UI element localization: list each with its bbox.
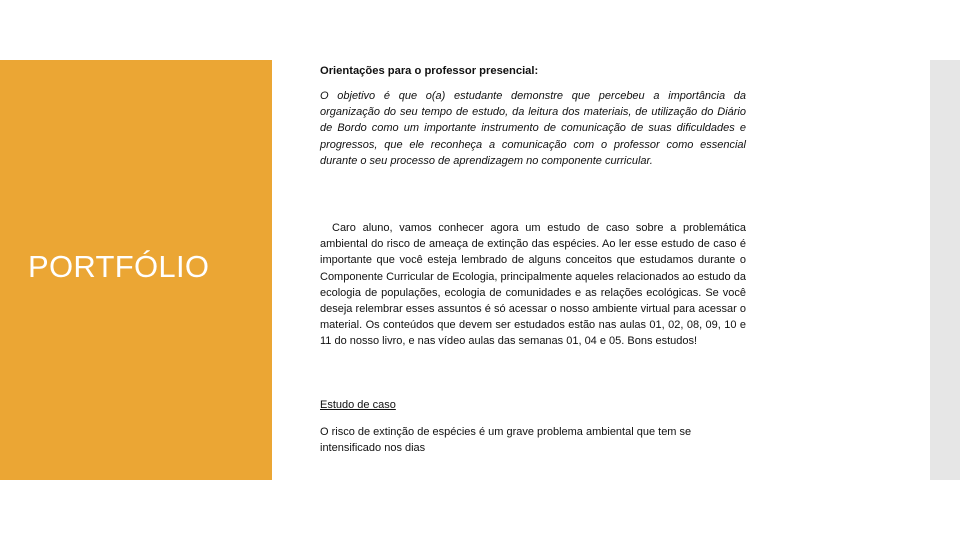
case-study-paragraph: O risco de extinção de espécies é um grave problema ambiental que tem se intensificado nos dias: [320, 426, 692, 455]
side-bar: [930, 60, 960, 480]
slide-title: PORTFÓLIO: [28, 249, 210, 284]
student-intro-paragraph: Caro aluno, vamos conhecer agora um estudo de caso sobre a problemática ambiental do risco de ameaça de extinção das espécies. Ao ler esse estudo de caso é importante que você esteja lembrado de alguns conceitos que estudamos durante o Componente Curricular de Ecologia, principalmente aqueles relacionados ao estudo da ecologia de populações, ecologia de comunidades e as relações ecológicas. Se você deseja relembrar esses assuntos é só acessar o nosso ambiente virtual para acessar o material. Os conteúdos que devem ser estudados estão nas aulas 01, 02, 08, 09, 10 e 11 do nosso livro, e nas vídeo aulas das semanas 01, 04 e 05. Bons estudos!: [320, 222, 746, 348]
guidance-heading: Orientações para o professor presencial:: [320, 65, 539, 77]
teacher-guidance-paragraph: O objetivo é que o(a) estudante demonstre que percebeu a importância da organização do seu tempo de estudo, da leitura dos materiais, de utilização do Diário de Bordo como um importante instrumento de comunicação de suas dificuldades e progressos, que ele reconheça a comunicação com o professor como essencial durante o seu processo de aprendizagem no componente curricular.: [320, 90, 746, 167]
case-study-heading: Estudo de caso: [320, 399, 396, 411]
